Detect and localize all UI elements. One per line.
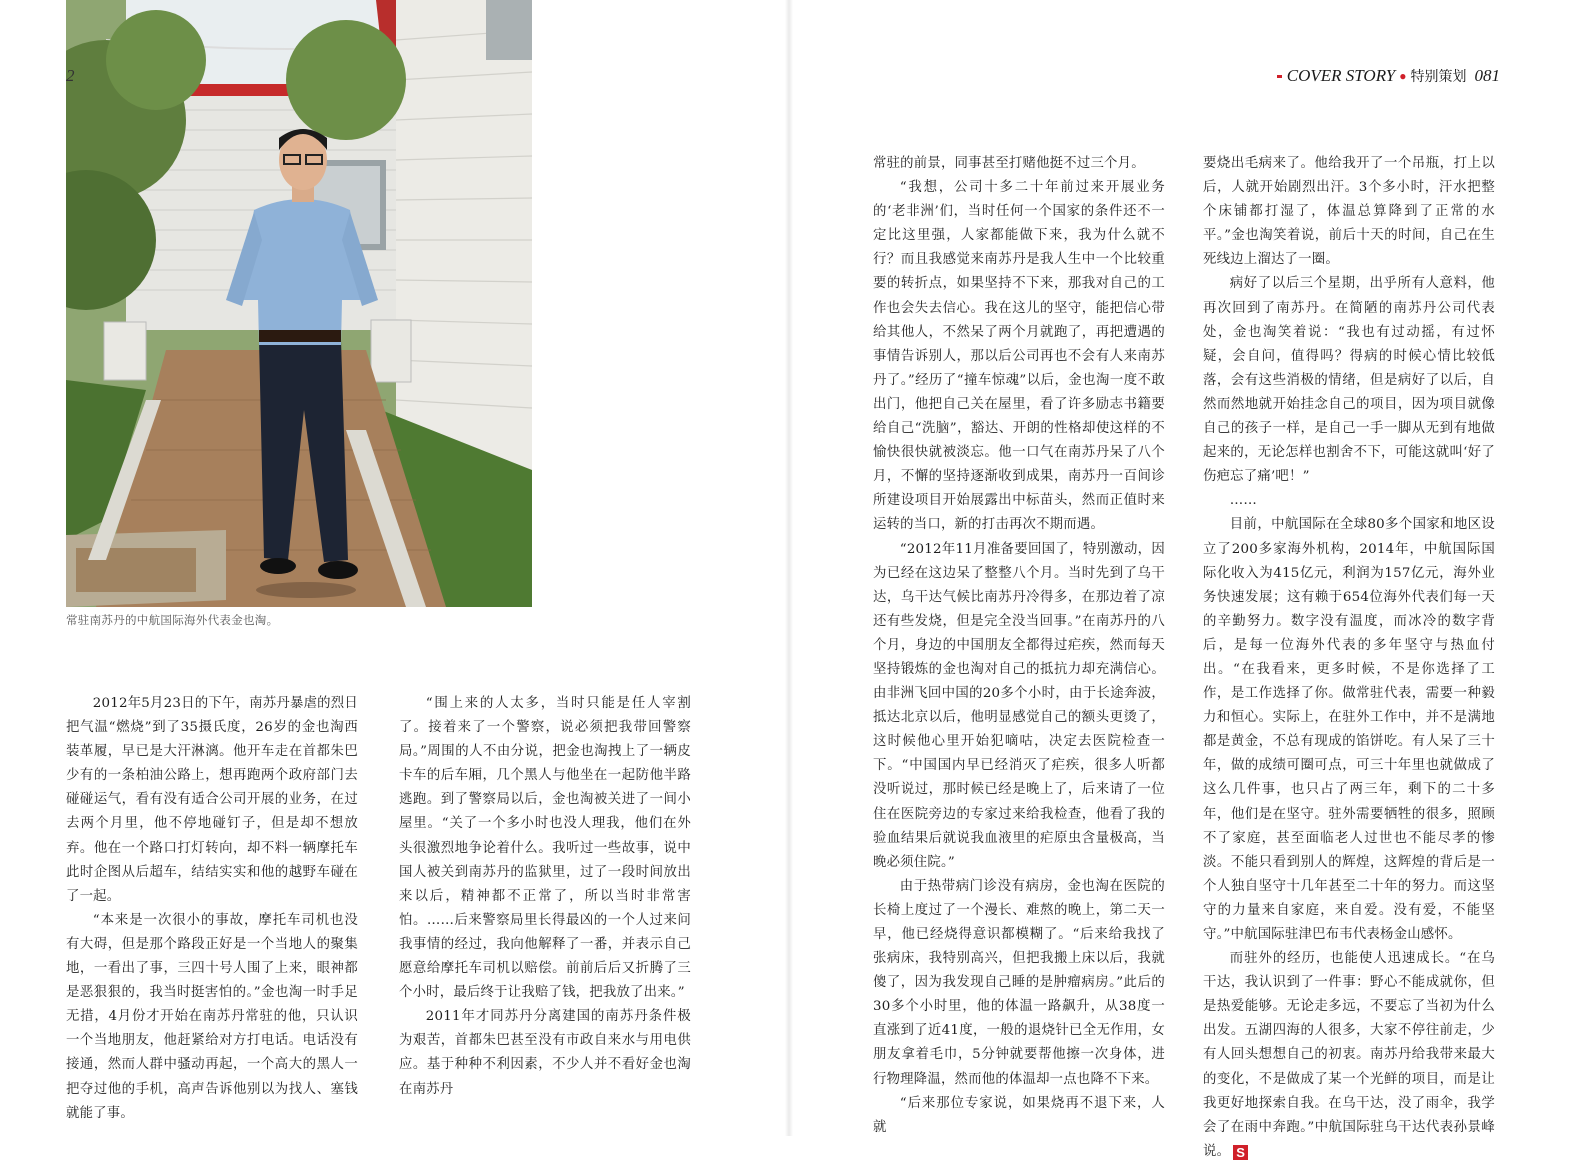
photo-caption: 常驻南苏丹的中航国际海外代表金也淘。	[66, 613, 279, 627]
photo-man-standing-on-brick-path	[66, 0, 532, 607]
paragraph: “2012年11月准备要回国了，特别激动，因为已经在这边呆了整整八个月。当时先到了乌干达，乌干达气候比南苏丹冷得多，在那边着了凉还有些发烧，但是完全没当回事。”在南苏丹的八个月，身边的中国朋友全都得过疟疾，然而每天坚持锻炼的金也淘对自己的抵抗力却充满信心。由非洲飞回中国的20多个小时，由于长途奔波，抵达北京以后，他明显感觉自己的额头更烫了，这时候他心里开始犯嘀咕，决定去医院检查一下。“中国国内早已经消灭了疟疾，很多人听都没听说过，那时候已经是晚上了，后来请了一位住在医院旁边的专家过来给我检查，他看了我的验血结果后就说我血液里的疟原虫含量极高，当晚必须住院。”	[873, 541, 1165, 870]
paragraph: 常驻的前景，同事甚至打赌他挺不过三个月。	[873, 156, 1145, 171]
paragraph	[1203, 947, 1495, 1164]
page-gutter	[785, 0, 793, 1136]
feature-photo	[66, 0, 532, 607]
right-page-number: 081	[1474, 66, 1500, 85]
left-page-number: 2	[66, 66, 75, 85]
paragraph: “后来那位专家说，如果烧再不退下来，人就	[873, 1095, 1165, 1135]
paragraph: 由于热带病门诊没有病房，金也淘在医院的长椅上度过了一个漫长、难熬的晚上，第二天一早，他已经烧得意识都模糊了。“后来给我找了张病床，我特别高兴，但把我搬上床以后，我就傻了，因为我发现自己睡的是肿瘤病房。”此后的30多个小时里，他的体温一路飙升，从38度一直涨到了近41度，一般的退烧针已全无作用，女朋友拿着毛巾，5分钟就要帮他擦一次身体，进行物理降温，然而他的体温却一点也降不下来。	[873, 878, 1165, 1087]
paragraph: ……	[1229, 493, 1257, 509]
end-mark-icon: S	[1233, 1145, 1248, 1160]
text-column-1	[66, 692, 358, 1126]
text-column-3	[873, 152, 1165, 1140]
paragraph: 要烧出毛病来了。他给我开了一个吊瓶，打上以后，人就开始剧烈出汗。3个多小时，汗水把整个床铺都打湿了，体温总算降到了正常的水平。”金也淘笑着说，前后十天的时间，自己在生死线边上溜达了一圈。	[1203, 156, 1495, 268]
paragraph: “本来是一次很小的事故，摩托车司机也没有大碍，但是那个路段正好是一个当地人的聚集地，一看出了事，三四十号人围了上来，眼神都是恶狠狠的，我当时挺害怕的。”金也淘一时手足无措，4月份才开始在南苏丹常驻的他，只认识一个当地朋友，他赶紧给对方打电话。电话没有接通，然而人群中骚动再起，一个高大的黑人一把夺过他的手机，高声告诉他别以为找人、塞钱就能了事。	[66, 912, 358, 1121]
paragraph-text: 而驻外的经历，也能使人迅速成长。“在乌干达，我认识到了一件事：野心不能成就你，但是热爱能够。无论走多远，不要忘了当初为什么出发。五湖四海的人很多，大家不停往前走，少有人回头想想自己的初衷。南苏丹给我带来最大的变化，不是做成了某一个光鲜的项目，而是让我更好地探索自我。在乌干达，没了雨伞，我学会了在雨中奔跑。”中航国际驻乌干达代表孙景峰说。	[1203, 951, 1495, 1159]
paragraph: “我想，公司十多二十年前过来开展业务的‘老非洲’们，当时任何一个国家的条件还不一定比这里强，人家都能做下来，我为什么就不行？而且我感觉来南苏丹是我人生中一个比较重要的转折点，如果坚持不下来，那我对自己的工作也会失去信心。我在这儿的坚守，能把信心带给其他人，不然呆了两个月就跑了，再把遭遇的事情告诉别人，那以后公司再也不会有人来南苏丹了。”经历了“撞车惊魂”以后，金也淘一度不敢出门，他把自己关在屋里，看了许多励志书籍要给自己“洗脑”，豁达、开朗的性格却使这样的不愉快很快就被淡忘。他一口气在南苏丹呆了八个月，不懈的坚持逐渐收到成果，南苏丹一百间诊所建设项目开始展露出中标苗头，然而正值时来运转的当口，新的打击再次不期而遇。	[873, 180, 1165, 533]
section-title-en: COVER STORY	[1286, 66, 1396, 85]
paragraph: 2012年5月23日的下午，南苏丹暴虐的烈日把气温“燃烧”到了35摄氏度，26岁的金也淘西装革履，早已是大汗淋漓。他开车走在首都朱巴少有的一条柏油公路上，想再跑两个政府部门去碰碰运气，看有没有适合公司开展的业务，在过去两个月里，他不停地碰钉子，但是却不想放弃。他在一个路口打灯转向，却不料一辆摩托车此时企图从后超车，结结实实和他的越野车碰在了一起。	[66, 696, 358, 904]
section-title-cn: 特别策划	[1410, 69, 1467, 85]
paragraph: 目前，中航国际在全球80多个国家和地区设立了200多家海外机构，2014年，中航国际国际化收入为415亿元，利润为157亿元，海外业务快速发展；这有赖于654位海外代表们每一天的辛勤努力。数字没有温度，而冰冷的数字背后，是每一位海外代表的多年坚守与热血付出。“在我看来，更多时候，不是你选择了工作，是工作选择了你。做常驻代表，需要一种毅力和恒心。实际上，在驻外工作中，并不是满地都是黄金，不总有现成的馅饼吃。有人呆了三十年，做的成绩可圈可点，可三十年里也就做成了这么几件事，也只占了两三年，剩下的二十多年，他们是在坚守。驻外需要牺牲的很多，照顾不了家庭，甚至面临老人过世也不能尽孝的惨淡。不能只看到别人的辉煌，这辉煌的背后是一个人独自坚守十几年甚至二十年的努力。而这坚守的力量来自家庭，来自爱。没有爱，不能坚守。”中航国际驻津巴布韦代表杨金山感怀。	[1203, 517, 1495, 942]
red-dash-icon	[1277, 75, 1282, 78]
paragraph: 2011年才同苏丹分离建国的南苏丹条件极为艰苦，首都朱巴甚至没有市政自来水与用电供应。基于种种不利因素，不少人并不看好金也淘在南苏丹	[399, 1009, 691, 1097]
paragraph: “围上来的人太多，当时只能是任人宰割了。接着来了一个警察，说必须把我带回警察局。”周围的人不由分说，把金也淘拽上了一辆皮卡车的后车厢，几个黑人与他坐在一起防他半路逃跑。到了警察局以后，金也淘被关进了一间小屋里。“关了一个多小时也没人理我，他们在外头很激烈地争论着什么。我听过一些故事，说中国人被关到南苏丹的监狱里，过了一段时间放出来以后，精神都不正常了，所以当时非常害怕。……后来警察局里长得最凶的一个人过来问我事情的经过，我向他解释了一番，并表示自己愿意给摩托车司机以赔偿。前前后后又折腾了三个小时，最后终于让我赔了钱，把我放了出来。”	[399, 696, 691, 1001]
text-column-2	[399, 692, 691, 1102]
paragraph: 病好了以后三个星期，出乎所有人意料，他再次回到了南苏丹。在简陋的南苏丹公司代表处，金也淘笑着说：“我也有过动摇，有过怀疑，会自问，值得吗？得病的时候心情比较低落，会有这些消极的情绪，但是病好了以后，自然而然地就开始挂念自己的项目，因为项目就像自己的孩子一样，是自己一手一脚从无到有地做起来的，无论怎样也割舍不下，可能这就叫‘好了伤疤忘了痛’吧！”	[1203, 276, 1495, 485]
section-header	[1277, 66, 1500, 86]
red-dot-icon: ●	[1399, 68, 1407, 83]
text-column-4	[1203, 152, 1495, 1164]
